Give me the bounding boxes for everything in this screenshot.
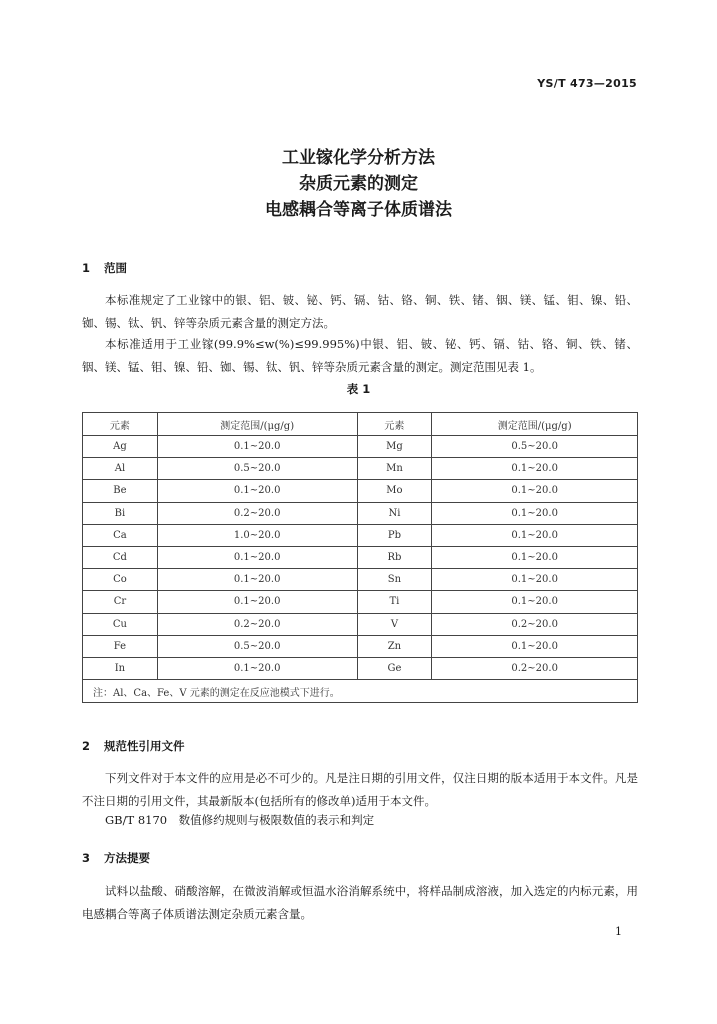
range-cell: 0.2~20.0	[432, 613, 638, 635]
table-row	[83, 657, 638, 679]
table-row	[83, 502, 638, 524]
range-cell: 0.1~20.0	[432, 480, 638, 502]
element-cell: Mn	[357, 458, 432, 480]
table-row	[83, 524, 638, 546]
table-row	[83, 591, 638, 613]
header-range: 测定范围/(μg/g)	[157, 413, 357, 436]
page-number: 1	[615, 925, 622, 938]
range-cell: 0.2~20.0	[157, 613, 357, 635]
title-line-2: 杂质元素的测定	[299, 174, 418, 194]
range-cell: 0.1~20.0	[157, 569, 357, 591]
section-number: 3	[82, 851, 91, 865]
title-line-1: 工业镓化学分析方法	[282, 148, 435, 168]
element-cell: Fe	[83, 635, 158, 657]
range-cell: 0.1~20.0	[432, 635, 638, 657]
element-cell: Al	[83, 458, 158, 480]
range-cell: 0.1~20.0	[432, 502, 638, 524]
range-cell: 0.1~20.0	[432, 546, 638, 568]
section-3-paragraph-1: 试料以盐酸、硝酸溶解，在微波消解或恒温水浴消解系统中，将样品制成溶液，加入选定的内标元素，用电感耦合等离子体质谱法测定杂质元素含量。	[82, 884, 638, 921]
table-row	[83, 458, 638, 480]
element-cell: Sn	[357, 569, 432, 591]
table-row	[83, 480, 638, 502]
element-cell: V	[357, 613, 432, 635]
element-cell: Bi	[83, 502, 158, 524]
range-cell: 1.0~20.0	[157, 524, 357, 546]
element-cell: In	[83, 657, 158, 679]
range-cell: 0.5~20.0	[157, 635, 357, 657]
element-cell: Mo	[357, 480, 432, 502]
title-line-3: 电感耦合等离子体质谱法	[265, 200, 452, 220]
section-2-reference: GB/T 8170 数值修约规则与极限数值的表示和判定	[105, 813, 375, 827]
range-cell: 0.5~20.0	[157, 458, 357, 480]
range-cell: 0.2~20.0	[432, 657, 638, 679]
section-1-heading	[82, 260, 127, 276]
table-row	[83, 436, 638, 458]
section-1-paragraph-2: 本标准适用于工业镓(99.9%≤w(%)≤99.995%)中银、铝、铍、铋、钙、镉、钴、铬、铜、铁、锗、铟、镁、锰、钼、镍、铅、铷、锡、钛、钒、锌等杂质元素含量的测定。测定范围见表 1。	[82, 337, 638, 374]
measurement-range-table	[82, 412, 638, 703]
table-row	[83, 569, 638, 591]
header-range: 测定范围/(μg/g)	[432, 413, 638, 436]
section-number: 2	[82, 739, 91, 753]
section-1-paragraph-1: 本标准规定了工业镓中的银、铝、铍、铋、钙、镉、钴、铬、铜、铁、锗、铟、镁、锰、钼、镍、铅、铷、锡、钛、钒、锌等杂质元素含量的测定方法。	[82, 293, 638, 330]
section-title: 方法提要	[104, 851, 150, 865]
element-cell: Be	[83, 480, 158, 502]
table-title: 表 1	[346, 382, 371, 396]
element-cell: Cd	[83, 546, 158, 568]
table-row	[83, 635, 638, 657]
table-row	[83, 613, 638, 635]
section-3-heading	[82, 850, 150, 866]
range-cell: 0.2~20.0	[157, 502, 357, 524]
section-2-paragraph-1: 下列文件对于本文件的应用是必不可少的。凡是注日期的引用文件，仅注日期的版本适用于本文件。凡是不注日期的引用文件，其最新版本(包括所有的修改单)适用于本文件。	[82, 771, 638, 808]
element-cell: Zn	[357, 635, 432, 657]
table-row	[83, 546, 638, 568]
range-cell: 0.1~20.0	[432, 524, 638, 546]
table-header-row	[83, 413, 638, 436]
range-cell: 0.5~20.0	[432, 436, 638, 458]
range-cell: 0.1~20.0	[432, 458, 638, 480]
header-element: 元素	[357, 413, 432, 436]
element-cell: Ca	[83, 524, 158, 546]
range-cell: 0.1~20.0	[157, 657, 357, 679]
table-note-row	[83, 680, 638, 703]
element-cell: Pb	[357, 524, 432, 546]
element-cell: Ni	[357, 502, 432, 524]
element-cell: Co	[83, 569, 158, 591]
section-number: 1	[82, 261, 91, 275]
range-cell: 0.1~20.0	[157, 436, 357, 458]
element-cell: Ag	[83, 436, 158, 458]
range-cell: 0.1~20.0	[157, 591, 357, 613]
element-cell: Cu	[83, 613, 158, 635]
section-2-heading	[82, 738, 185, 754]
element-cell: Ge	[357, 657, 432, 679]
header-element: 元素	[83, 413, 158, 436]
section-title: 规范性引用文件	[104, 739, 185, 753]
range-cell: 0.1~20.0	[432, 591, 638, 613]
element-cell: Mg	[357, 436, 432, 458]
range-cell: 0.1~20.0	[157, 546, 357, 568]
standard-code: YS/T 473—2015	[537, 77, 637, 90]
element-cell: Cr	[83, 591, 158, 613]
table-note: 注：Al、Ca、Fe、V 元素的测定在反应池模式下进行。	[83, 680, 638, 703]
element-cell: Ti	[357, 591, 432, 613]
element-cell: Rb	[357, 546, 432, 568]
range-cell: 0.1~20.0	[157, 480, 357, 502]
range-cell: 0.1~20.0	[432, 569, 638, 591]
section-title: 范围	[104, 261, 127, 275]
